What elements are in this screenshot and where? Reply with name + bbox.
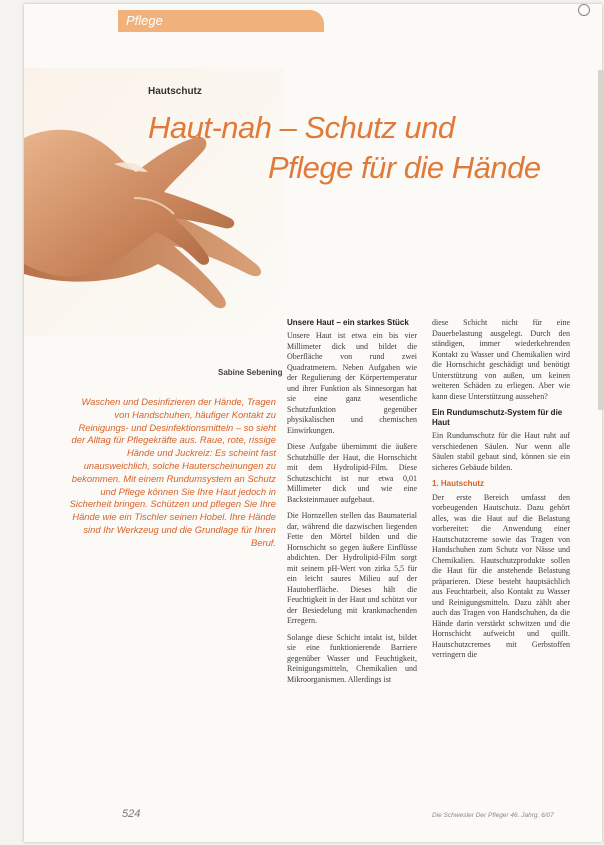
column-1-heading: Unsere Haut – ein starkes Stück [287,318,409,327]
punch-hole [578,4,590,16]
section-tab [118,10,324,32]
article-kicker: Hautschutz [148,86,202,97]
column-1-paragraph: Diese Aufgabe übernimmt die äußere Schutzhülle der Haut, die Hornschicht mit dem Hydrolipid-Film. Diese Schutzschicht ist nur etwa 0,01 Millimeter dick und wie eine Backsteinmauer aufgebaut. [287,442,417,504]
column-2-heading: Ein Rundumschutz-System für die Haut [432,408,563,427]
page-number: 524 [122,808,141,820]
section-tab-label: Pflege [126,13,163,28]
author-name: Sabine Sebening [218,368,283,377]
article-title-line-2: Pflege für die Hände [268,150,541,185]
column-2-subheading: 1. Hautschutz [432,479,485,488]
footer-citation: Die Schwester Der Pfleger 46. Jahrg. 6/07 [432,812,554,819]
article-title-line-1: Haut-nah – Schutz und [148,110,455,145]
column-2-paragraph: Ein Rundumschutz für die Haut ruht auf verschiedenen Säulen. Nur wenn alle Säulen stabil gebaut sind, können sie ein sicheres Gebäude bilden. [432,431,570,472]
text-column-2 [432,318,570,667]
page-edge [598,70,604,410]
column-1-paragraph: Die Hornzellen stellen das Baumaterial dar, während die dazwischen liegenden Fette den Mörtel bilden und die Hornschicht so gegen äußere Einflüsse abdichten. Der Hydrolipid-Film sorgt mit seinem pH-Wert von zirka 5,5 für ein leicht saures Milieu auf der Hautoberfläche. Dieses hält die Feuchtigkeit in der Haut und schützt vor der Besiedelung mit krankmachenden Erregern. [287,511,417,625]
lead-paragraph: Waschen und Desinfizieren der Hände, Tragen von Handschuhen, häufiger Kontakt zu Reinigungs- und Desinfektionsmitteln – so sieht der Alltag für Pflegekräfte aus. Raue, rote, rissige Hände und Juckreiz: Es scheint fast unausweichlich, solche Hauterscheinungen zu bekommen. Mit einem Rundumsystem an Schutz und Pflege können Sie Ihre Haut jedoch in Sicherheit bringen. Schützen und pflegen Sie Ihre Hände wie ein Tischler seinen Hobel. Ihre Hände sind Ihr Werkzeug und die Grundlage für Ihren Beruf. [69,396,276,548]
column-2-paragraph: Der erste Bereich umfasst den vorbeugenden Hautschutz. Dazu gehört alles, was die Haut auf die Belastung vorbereitet: die Anwendung einer Hautschutzcreme sowie das Tragen von Handschuhen zum Schutz vor Nässe und Chemikalien. Hautschutzprodukte sollen die Haut für die anstehende Belastung präparieren. Diese besteht hauptsächlich aus Feuchtarbeit, also Kontakt zu Wasser und Reinigungsmitteln. Dazu zählt aber auch das Tragen von Handschuhen, da die Hände darin verstärkt schwitzen und die Hornschicht aufweicht und quillt. Hautschutzcremes mit Gerbstoffen verringern die [432,492,570,659]
column-2-paragraph: diese Schicht nicht für eine Dauerbelastung ausgelegt. Durch den ständigen, immer wiederkehrenden Kontakt zu Wasser und Chemikalien wird die Hornschicht geschädigt und benötigt Unterstützung von außen, um keinen weiteren Schäden zu erliegen. Aber wie kann diese Unterstützung aussehen? [432,318,570,401]
hands-photo [24,68,284,336]
column-1-paragraph: Solange diese Schicht intakt ist, bildet sie eine funktionierende Barriere gegenüber Wasser und Feuchtigkeit, Reinigungsmitteln, Chemikalien und Mikroorganismen. Allerdings ist [287,632,417,684]
column-1-paragraph: Unsere Haut ist etwa ein bis vier Millimeter dick und bildet die Oberfläche von rund zwei Quadratmetern. Neben Aufgaben wie der Regulierung der Körpertemperatur und ihrer Funktion als Sinnesorgan hat sie eine ganz wesentliche Schutzfunktion gegenüber physikalischen und chemischen Einwirkungen. [287,331,417,435]
text-column-1 [287,318,417,691]
